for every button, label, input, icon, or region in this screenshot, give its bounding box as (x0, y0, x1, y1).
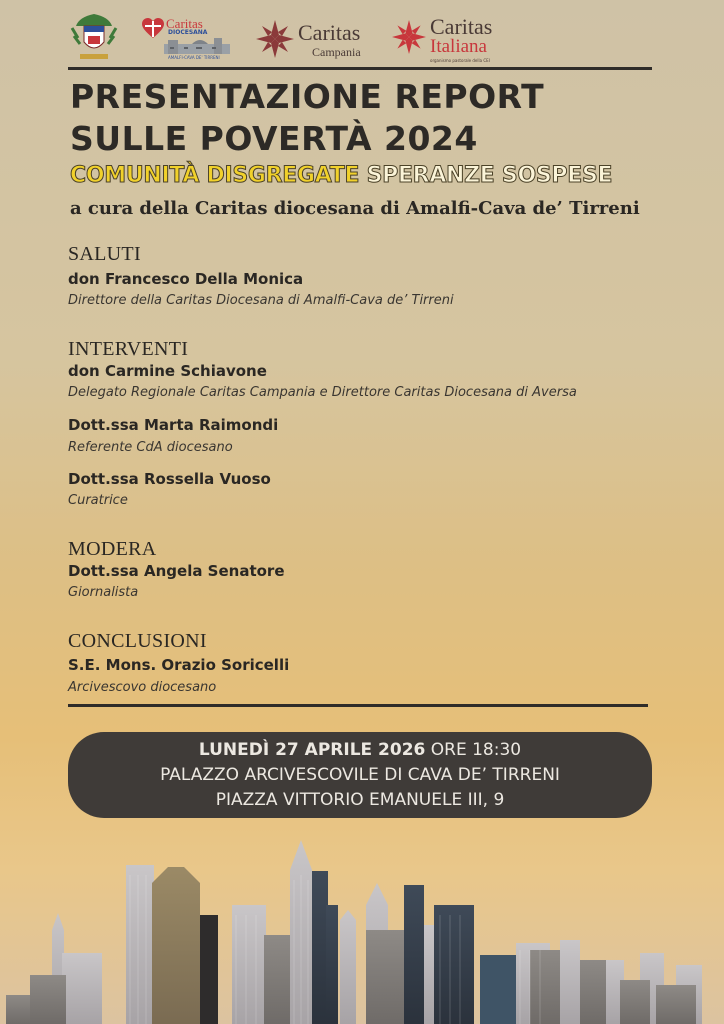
section-modera-label: MODERA (68, 538, 157, 560)
caritas-italiana-cross-icon (392, 20, 426, 54)
section-saluti-label: SALUTI (68, 243, 141, 265)
caritas-italiana-tagline: organismo pastorale della CEI (430, 58, 490, 63)
caritas-heart-icon (142, 18, 164, 40)
title-line-2: SULLE POVERTÀ 2024 (70, 119, 478, 158)
cathedral-illustration-icon (164, 36, 230, 54)
event-time: ORE 18:30 (430, 740, 522, 760)
caritas-campania-region: Campania (312, 45, 361, 59)
subtitle-part-1: COMUNITÀ DISGREGATE (70, 163, 360, 188)
speaker-role: Direttore della Caritas Diocesana di Amalfi-Cava de’ Tirreni (68, 293, 454, 308)
event-venue: PALAZZO ARCIVESCOVILE DI CAVA DE’ TIRRENI (160, 765, 560, 785)
curated-by-line: a cura della Caritas diocesana di Amalfi-Cava de’ Tirreni (70, 198, 640, 219)
logo-bar (60, 10, 660, 66)
title-line-1: PRESENTAZIONE REPORT (70, 77, 545, 116)
section-interventi-label: INTERVENTI (68, 338, 189, 360)
caritas-campania-logo (256, 18, 376, 62)
caritas-diocesana-logo (142, 16, 234, 62)
city-skyline-illustration (0, 835, 724, 1024)
bottom-divider (68, 704, 648, 707)
speaker-name: don Carmine Schiavone (68, 362, 267, 380)
caritas-diocesana-wordmark: Caritas (166, 16, 203, 31)
speaker-name: Dott.ssa Marta Raimondi (68, 416, 279, 434)
bishop-coat-of-arms-logo (70, 12, 118, 62)
page-title (70, 76, 690, 160)
report-subtitle (70, 163, 612, 188)
caritas-italiana-wordmark: Caritas (430, 14, 493, 39)
caritas-campania-wordmark: Caritas (298, 20, 361, 45)
speaker-role: Curatrice (68, 493, 128, 508)
speaker-role: Referente CdA diocesano (68, 440, 233, 455)
speaker-name: Dott.ssa Angela Senatore (68, 562, 285, 580)
speaker-name: don Francesco Della Monica (68, 270, 304, 288)
top-divider (68, 67, 652, 70)
caritas-diocesana-subtitle: DIOCESANA (168, 29, 208, 36)
speaker-role: Delegato Regionale Caritas Campania e Direttore Caritas Diocesana di Aversa (68, 385, 577, 400)
caritas-italiana-logo (392, 14, 522, 64)
caritas-cross-icon (256, 20, 294, 58)
speaker-name: S.E. Mons. Orazio Soricelli (68, 656, 290, 674)
subtitle-part-2: SPERANZE SOSPESE (366, 163, 613, 188)
speaker-name: Dott.ssa Rossella Vuoso (68, 470, 271, 488)
event-info-box (68, 732, 652, 818)
event-address: PIAZZA VITTORIO EMANUELE III, 9 (215, 790, 505, 810)
caritas-diocesana-place: AMALFI-CAVA DE' TIRRENI (168, 55, 220, 60)
speaker-role: Giornalista (68, 585, 139, 600)
event-date: LUNEDÌ 27 APRILE 2026 (198, 740, 426, 760)
speaker-role: Arcivescovo diocesano (68, 680, 217, 695)
caritas-italiana-country: Italiana (430, 36, 487, 57)
event-datetime (68, 738, 652, 763)
section-conclusioni-label: CONCLUSIONI (68, 630, 207, 652)
